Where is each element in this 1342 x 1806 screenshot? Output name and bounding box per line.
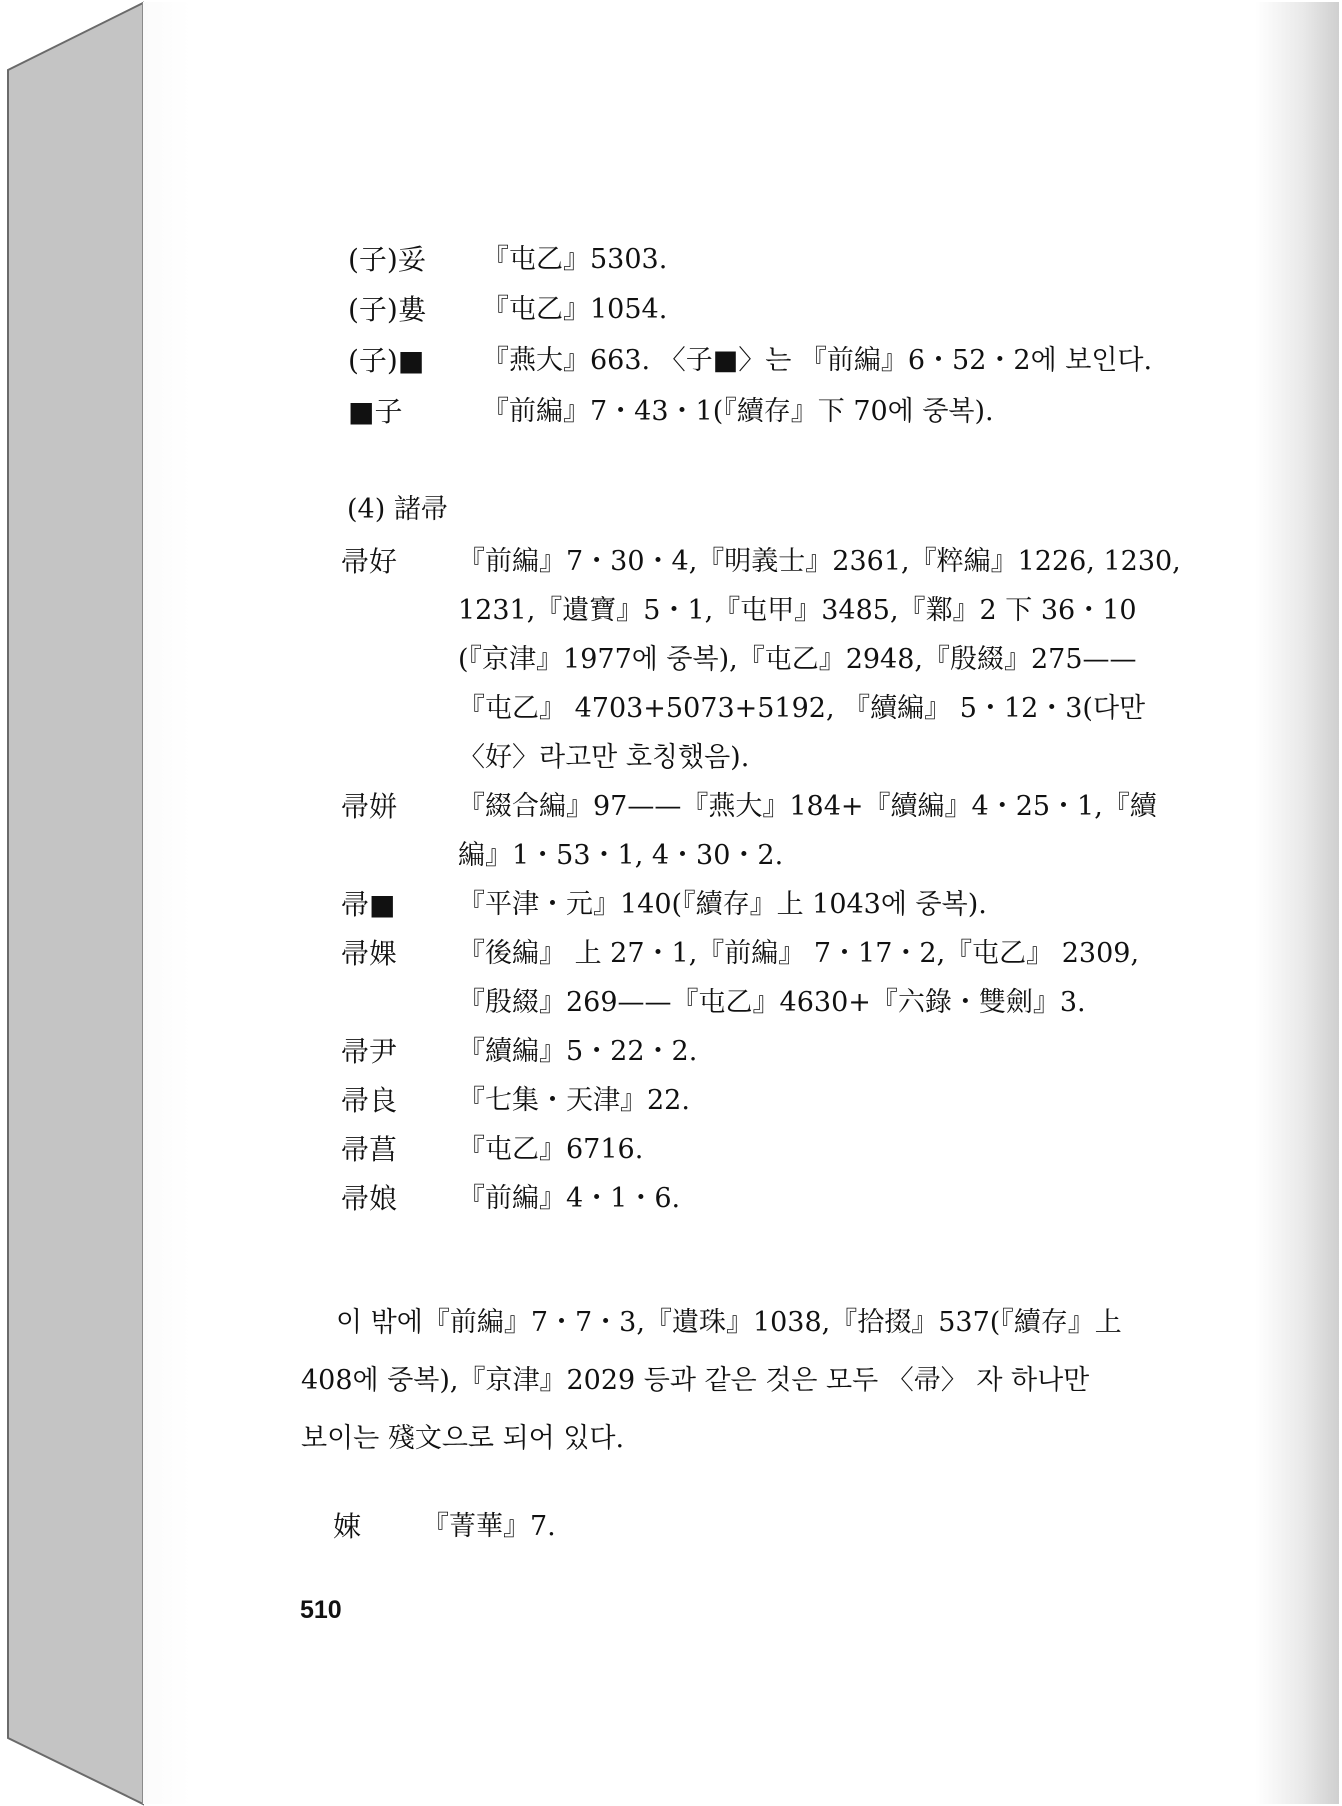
entry-text-line: 『前編』7・30・4,『明義士』2361,『粹編』1226, 1230,: [458, 546, 1181, 577]
entry-term: (子)■: [348, 344, 425, 377]
entry-term: 帚婐: [341, 937, 398, 970]
entry-term: (子)妥: [348, 243, 426, 276]
entry-text-line: 『後編』 上 27・1,『前編』 7・17・2,『屯乙』 2309,: [458, 938, 1140, 969]
book-page: [143, 2, 1339, 1804]
entry-text-line: 『屯乙』6716.: [458, 1134, 644, 1165]
entry-text-line: 編』1・53・1, 4・30・2.: [458, 840, 784, 871]
entry-text: 『菁華』7.: [422, 1511, 556, 1542]
entry-term: 帚■: [341, 888, 396, 921]
entry-text-line: 『屯乙』 4703+5073+5192, 『續編』 5・12・3(다만: [458, 693, 1146, 724]
entry-text-line: 『七集・天津』22.: [458, 1085, 690, 1116]
entry-text-line: (『京津』1977에 중복),『屯乙』2948,『殷綴』275——: [458, 644, 1137, 675]
paragraph-line: 보이는 殘文으로 되어 있다.: [301, 1423, 625, 1454]
paragraph-line: 이 밖에『前編』7・7・3,『遺珠』1038,『拾掇』537(『續存』上: [336, 1307, 1122, 1338]
entry-term: (子)婁: [348, 293, 426, 326]
entry-text: 『燕大』663. 〈子■〉는 『前編』6・52・2에 보인다.: [482, 345, 1153, 376]
entry-term: 帚好: [341, 545, 398, 578]
entry-text-line: 『平津・元』140(『續存』上 1043에 중복).: [458, 889, 987, 920]
entry-text-line: 『續編』5・22・2.: [458, 1036, 698, 1067]
entry-text-line: 〈好〉라고만 호칭했음).: [458, 742, 750, 773]
entry-term: 帚娘: [341, 1182, 398, 1215]
page-number: 510: [300, 1596, 342, 1624]
entry-text-line: 『綴合編』97——『燕大』184+『續編』4・25・1,『續: [458, 791, 1157, 822]
entry-term: ■子: [348, 395, 403, 428]
entry-text: 『前編』7・43・1(『續存』下 70에 중복).: [482, 396, 994, 427]
entry-term: 帚尹: [341, 1035, 398, 1068]
entry-text-line: 『前編』4・1・6.: [458, 1183, 681, 1214]
section-heading: (4) 諸帚: [347, 494, 448, 525]
entry-term: 帚菖: [341, 1133, 398, 1166]
entry-text: 『屯乙』5303.: [482, 244, 668, 275]
entry-text: 『屯乙』1054.: [482, 294, 668, 325]
entry-term: 娕: [333, 1510, 362, 1543]
entry-term: 帚姘: [341, 790, 398, 823]
entry-text-line: 『殷綴』269——『屯乙』4630+『六錄・雙劍』3.: [458, 987, 1086, 1018]
paragraph-line: 408에 중복),『京津』2029 등과 같은 것은 모두 〈帚〉 자 하나만: [301, 1365, 1090, 1396]
page-content: [143, 2, 1339, 1804]
entry-term: 帚良: [341, 1084, 398, 1117]
entry-text-line: 1231,『遺寶』5・1,『屯甲』3485,『鄴』2 下 36・10: [458, 595, 1137, 626]
